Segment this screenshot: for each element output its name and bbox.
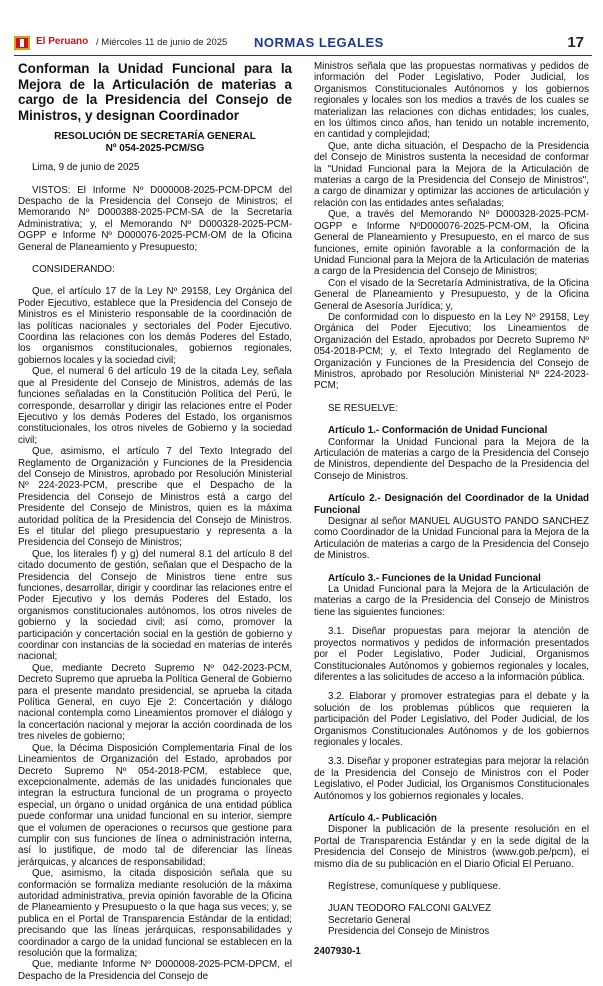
page-number: 17 [567, 34, 584, 51]
article-4-text: Disponer la publicación de la presente resolución en el Portal de Transparencia Estándar y en la sede digital de la Presidencia del Consejo de Ministros (www.gob.pe/pcm), el mismo día de su publicación en el Diario Oficial El Peruano. [314, 824, 589, 870]
paragraph: Que, a través del Memorando Nº D000328-2025-PCM-OGPP e Informe NºD000076-2025-PCM-OM, la Oficina General de Planeamiento y Presupuesto, en el marco de sus funciones, emite opinión favorable a la conformación de la Unidad Funcional para la Mejora de la Articulación de materias a cargo de la Presidencia del Consejo de Ministros; [314, 209, 589, 278]
newspaper-name: El Peruano [36, 36, 89, 47]
signer-name: JUAN TEODORO FALCONI GALVEZ [328, 903, 491, 915]
article-1-title: Artículo 1.- Conformación de Unidad Funcional [328, 425, 548, 437]
vistos-paragraph: VISTOS: El Informe Nº D000008-2025-PCM-DPCM del Despacho de la Presidencia del Consejo de Ministros; el Memorando Nº D000388-2025-PCM-SA de la Secretaría Administrativa; y, el Memorando Nº D000328-2025-PCM-OGPP e Informe Nº D000076-2025-PCM-OM de la Oficina General de Planeamiento y Presupuesto; [18, 184, 292, 253]
signer-organization: Presidencia del Consejo de Ministros [328, 926, 490, 938]
paragraph: Que, el artículo 17 de la Ley Nº 29158, Ley Orgánica del Poder Ejecutivo, establece que la Presidencia del Consejo de Ministros es el Ministerio responsable de la coordinación de las políticas nacionales y sectoriales del Poder Ejecutivo. Coordina las relaciones con los demás Poderes del Estado, los organismos constitucionales, gobiernos regionales, gobiernos locales y la sociedad civil; [18, 286, 292, 366]
el-peruano-logo-icon [14, 36, 30, 50]
closing-formula: Regístrese, comuníquese y publíquese. [328, 881, 501, 892]
function-item: 3.1. Diseñar propuestas para mejorar la atención de proyectos normativos y pedidos de información presentados por el Poder Legislativo, Poder Judicial, Organismos Constitucionales Autónomos y gobiernos regionales y locales, diferentes a las solicitudes de acceso a la información pública. [314, 626, 589, 683]
right-column [314, 61, 589, 957]
article-4-title: Artículo 4.- Publicación [328, 812, 437, 824]
place-date: Lima, 9 de junio de 2025 [32, 162, 140, 174]
publication-code: 2407930-1 [314, 945, 361, 957]
paragraph: Que, mediante Informe Nº D000008-2025-PCM-DPCM, el Despacho de la Presidencia del Consejo de [18, 959, 292, 982]
resolution-title: RESOLUCIÓN DE SECRETARÍA GENERAL [54, 131, 256, 143]
paragraph: De conformidad con lo dispuesto en la Ley Nº 29158, Ley Orgánica del Poder Ejecutivo; los Lineamientos de Organización del Estado, aprobados por Decreto Supremo Nº 054-2018-PCM; y, el Texto Integrado del Reglamento de Organización y Funciones de la Presidencia del Consejo de Ministros, aprobado por Resolución Ministerial Nº 224-2023-PCM; [314, 311, 589, 392]
function-item: 3.2. Elaborar y promover estrategias para el debate y la solución de los problemas públicos que requieren la participación del Poder Legislativo, del Poder Judicial, de los Organismos Constitucionales Autónomos y de los gobiernos regionales y locales. [314, 691, 589, 748]
article-1-text: Conformar la Unidad Funcional para la Mejora de la Articulación de materias a cargo de la Presidencia del Consejo de Ministros, dependiente del Despacho de la Presidencia del Consejo de Ministros. [314, 436, 589, 482]
resolution-number: Nº 054-2025-PCM/SG [105, 142, 205, 154]
paragraph: Con el visado de la Secretaría Administrativa, de la Oficina General de Planeamiento y Presupuesto, y de la Oficina General de Asesoría Jurídica; y, [314, 277, 589, 312]
header-divider [14, 55, 592, 56]
paragraph: Que, el numeral 6 del artículo 19 de la citada Ley, señala que al Presidente del Consejo de Ministros, además de las funciones señaladas en la Constitución Política del Perú, le corresponde, desarrollar y dirigir las relaciones entre el Poder Ejecutivo y los demás Poderes del Estado, los organismos constitucionales, los otros niveles de Gobierno y la sociedad civil; [18, 366, 292, 446]
paragraph: Que, la Décima Disposición Complementaria Final de los Lineamientos de Organización del Estado, aprobados por Decreto Supremo Nº 054-2018-PCM, establece que, excepcionalmente, además de las unidades funcionales que integran la estructura funcional de un programa o proyecto especial, un órgano o unidad orgánica de una entidad pública puede conformar una unidad funcional en su interior, siempre que el volumen de operaciones o recursos que gestione para cumplir con sus funciones de línea o administración interna, así lo justifique, de modo tal de diferenciar las líneas jerárquicas, y alcances de responsabilidad; [18, 742, 292, 868]
paragraph: Que, mediante Decreto Supremo Nº 042-2023-PCM, Decreto Supremo que aprueba la Política General de Gobierno para el presente mandato presidencial, se aprueba la citada Política General, en cuyo Eje 2: Concertación y diálogo nacional contempla como Lineamientos promover el diálogo y la concertación nacional y mejorar la acción coordinada de los tres niveles de gobierno; [18, 662, 292, 743]
article-title: Conforman la Unidad Funcional para la Mejora de la Articulación de materias a cargo de la Presidencia del Consejo de Ministros, y designan Coordinador [18, 61, 292, 123]
article-2-title: Artículo 2.- Designación del Coordinador de la Unidad Funcional [314, 493, 589, 516]
issue-date: / Miércoles 11 de junio de 2025 [96, 37, 228, 48]
se-resuelve-label: SE RESUELVE: [328, 402, 399, 414]
article-3-title: Artículo 3.- Funciones de la Unidad Funcional [328, 572, 541, 584]
paragraph: Que, asimismo, el artículo 7 del Texto Integrado del Reglamento de Organización y Funciones de la Presidencia del Consejo de Ministros, aprobado por Resolución Ministerial Nº 224-2023-PCM, prescribe que el Despacho de la Presidencia del Consejo de Ministros está a cargo del Presidente del Consejo de Ministros, quien es la máxima autoridad política de la Presidencia del Consejo de Ministros. Es el titular del pliego presupuestario y representa a la Presidencia del Consejo de Ministros; [18, 446, 292, 549]
signer-role: Secretario General [328, 914, 411, 926]
page-header [14, 34, 592, 54]
left-column [18, 61, 292, 982]
paragraph: Ministros señala que las propuestas normativas y pedidos de información del Poder Legislativo, Poder Judicial, los Organismos Constitucionales Autónomos y los gobiernos regionales y locales son los medios a través de los cuales se materializan las relaciones con dichas entidades; los cuales, en los últimos cinco años, han tenido un notable incremento, en cantidad y complejidad; [314, 61, 589, 141]
section-title: NORMAS LEGALES [254, 35, 384, 50]
considerando-label: CONSIDERANDO: [32, 264, 115, 276]
paragraph: Que, los literales f) y g) del numeral 8.1 del artículo 8 del citado documento de gestión, señalan que el Despacho de la Presidencia del Consejo de Ministros tiene entre sus funciones, desarrollar, dirigir y coordinar las relaciones entre el Poder Ejecutivo y los demás Poderes del Estado, los organismos constitucionales autónomos, los otros niveles de gobierno y la sociedad civil; así como, promover la participación y concertación social en la gestión de gobierno y coordinar con instancias de la sociedad en materias de interés nacional; [18, 548, 292, 663]
function-item: 3.3. Diseñar y proponer estrategias para mejorar la relación de la Presidencia del Consejo de Ministros con el Poder Legislativo, el Poder Judicial, los Organismos Constitucionales Autónomos y los gobiernos regionales y locales. [314, 756, 589, 802]
article-2-text: Designar al señor MANUEL AUGUSTO PANDO SANCHEZ como Coordinador de la Unidad Funcional para la Mejora de la Articulación de materias a cargo de la Presidencia del Consejo de Ministros. [314, 516, 589, 562]
article-3-text: La Unidad Funcional para la Mejora de la Articulación de materias a cargo de la Presidencia del Consejo de Ministros tiene las siguientes funciones: [314, 584, 589, 618]
paragraph: Que, ante dicha situación, el Despacho de la Presidencia del Consejo de Ministros sustenta la necesidad de conformar la "Unidad Funcional para la Mejora de la Articulación de materias a cargo de la Presidencia del Consejo de Ministros", a cargo de dinamizar y optimizar las acciones de articulación y relación con las entidades antes señaladas; [314, 140, 589, 209]
paragraph: Que, asimismo, la citada disposición señala que su conformación se formaliza mediante resolución de la máxima autoridad administrativa, previa opinión favorable de la Oficina de Planeamiento y Presupuesto o la que haga sus veces; y, se publica en el Portal de Transparencia Estándar de la entidad; precisando que las líneas jerárquicas, responsabilidades y coordinador a cargo de la unidad funcional se establecen en la resolución que la formaliza; [18, 868, 292, 959]
